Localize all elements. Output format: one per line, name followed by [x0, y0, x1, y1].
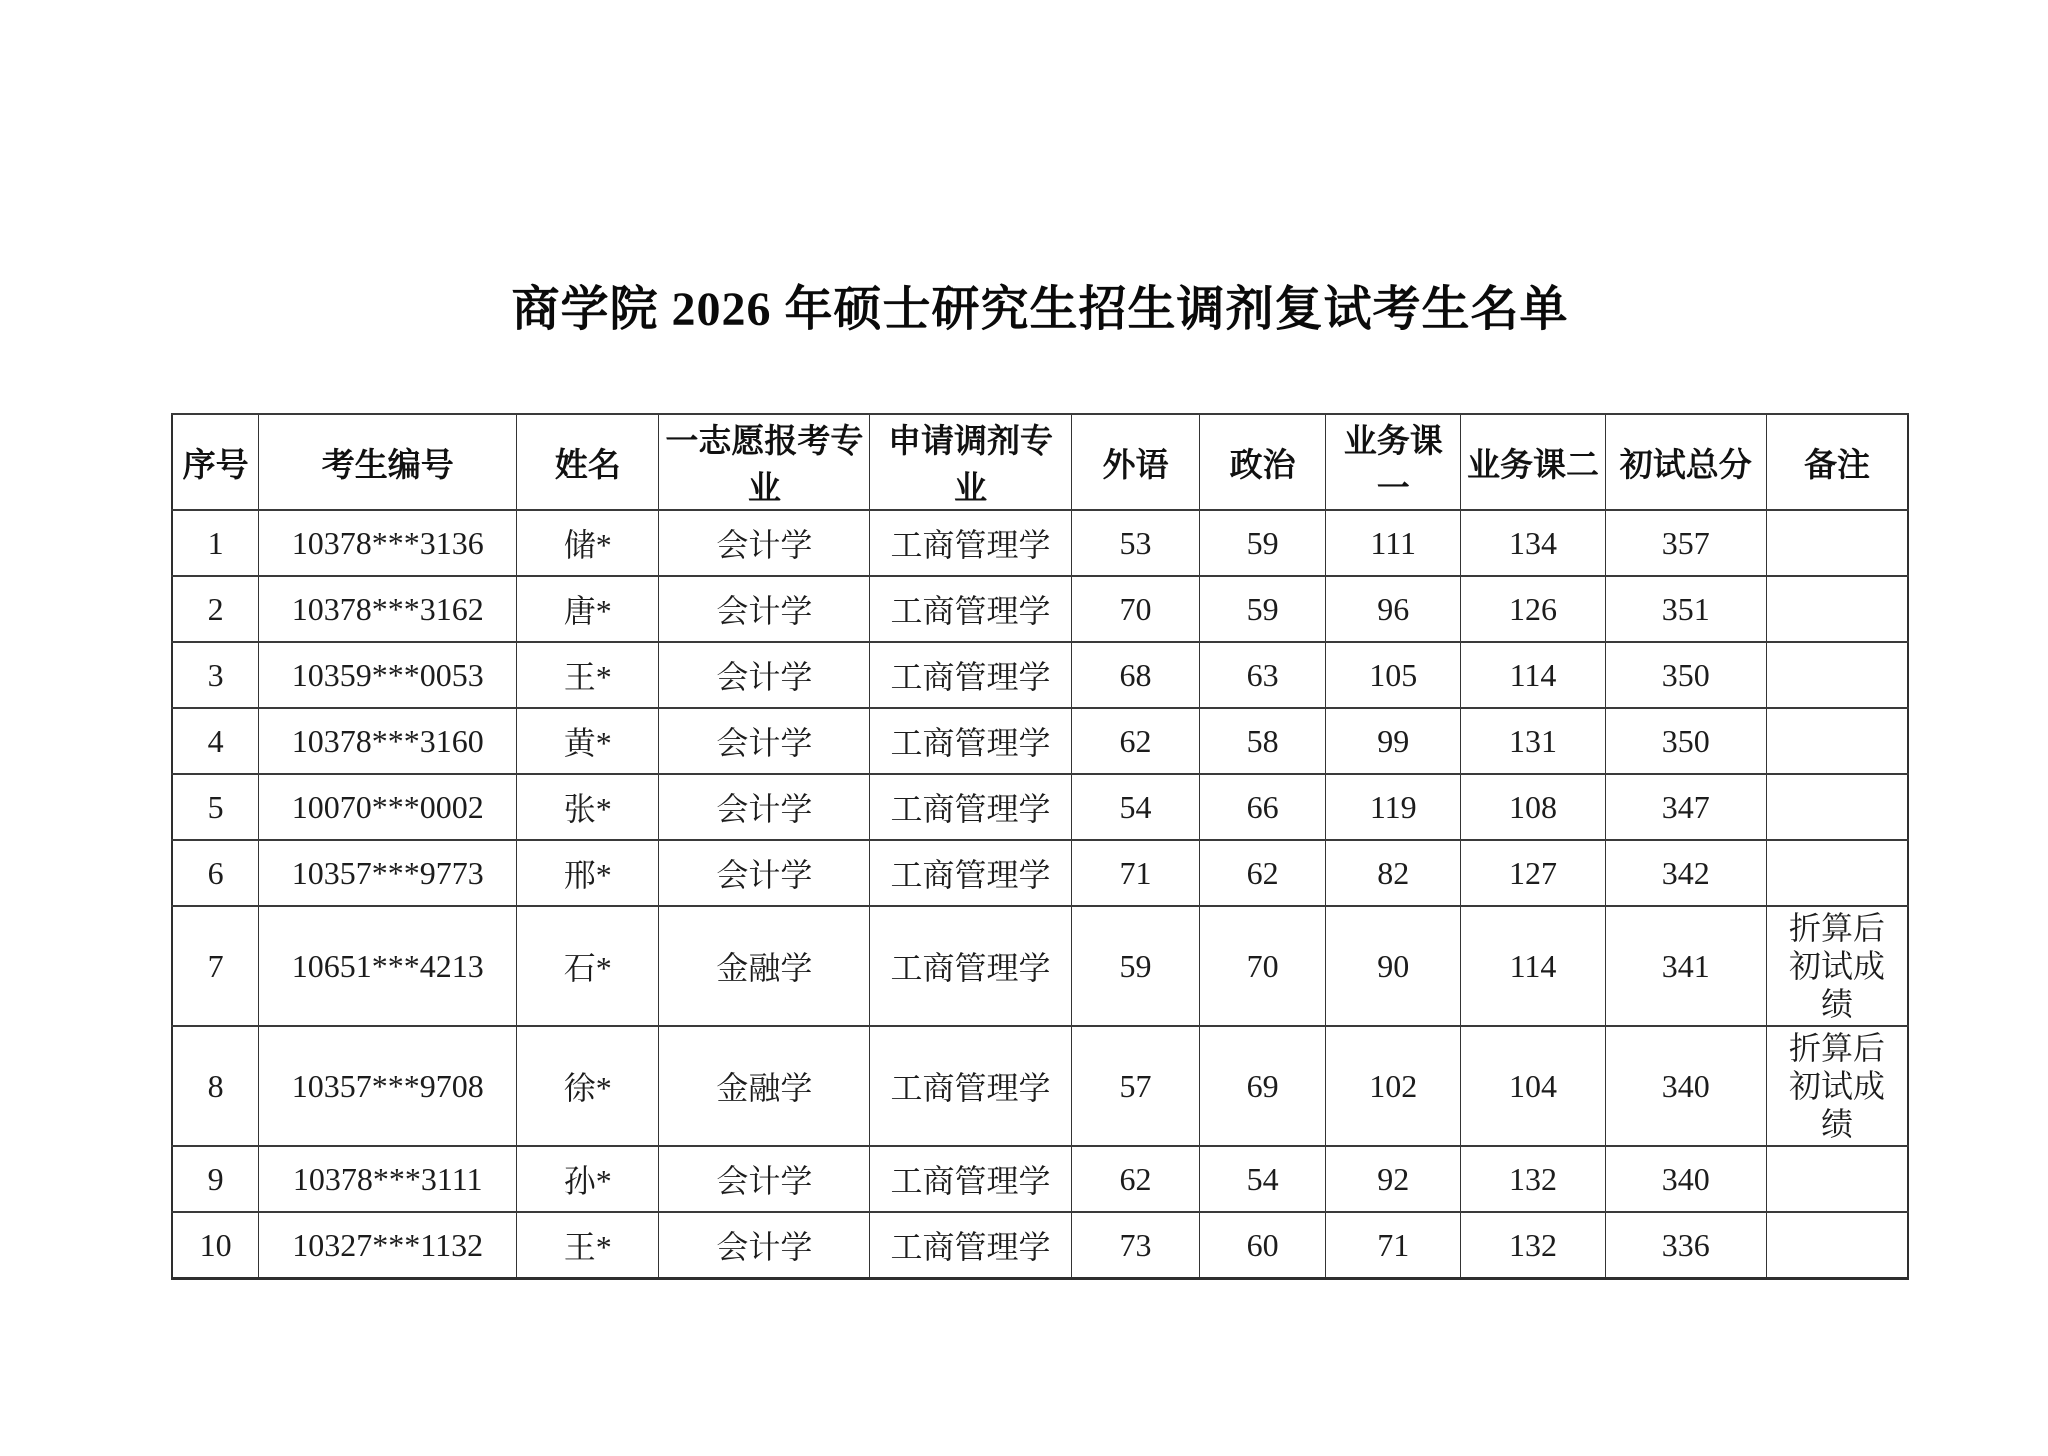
cell-note	[1766, 708, 1908, 774]
cell-first-choice-major: 金融学	[659, 906, 870, 1026]
cell-course-one: 99	[1326, 708, 1461, 774]
cell-politics: 54	[1200, 1146, 1326, 1212]
cell-candidate-id: 10070***0002	[259, 774, 517, 840]
cell-name: 唐*	[517, 576, 659, 642]
candidates-table	[171, 413, 1909, 1280]
cell-name: 王*	[517, 1212, 659, 1279]
cell-politics: 59	[1200, 510, 1326, 576]
cell-name: 徐*	[517, 1026, 659, 1146]
column-header-course-two: 业务课二	[1461, 414, 1605, 510]
cell-course-one: 105	[1326, 642, 1461, 708]
cell-note	[1766, 1146, 1908, 1212]
cell-total-score: 350	[1605, 708, 1766, 774]
cell-course-one: 119	[1326, 774, 1461, 840]
cell-foreign-language: 62	[1071, 1146, 1199, 1212]
cell-course-two: 131	[1461, 708, 1605, 774]
cell-transfer-major: 工商管理学	[870, 576, 1071, 642]
header-row	[172, 414, 1908, 510]
column-header-seq: 序号	[172, 414, 259, 510]
cell-name: 张*	[517, 774, 659, 840]
table-row	[172, 642, 1908, 708]
table-header	[172, 414, 1908, 510]
candidates-table-wrap	[171, 413, 1909, 1280]
column-header-foreign-language: 外语	[1071, 414, 1199, 510]
cell-first-choice-major: 会计学	[659, 840, 870, 906]
cell-transfer-major: 工商管理学	[870, 906, 1071, 1026]
cell-note	[1766, 1212, 1908, 1279]
column-header-note: 备注	[1766, 414, 1908, 510]
cell-first-choice-major: 会计学	[659, 510, 870, 576]
cell-name: 孙*	[517, 1146, 659, 1212]
cell-note	[1766, 510, 1908, 576]
table-row	[172, 906, 1908, 1026]
cell-transfer-major: 工商管理学	[870, 708, 1071, 774]
cell-course-two: 132	[1461, 1212, 1605, 1279]
cell-note	[1766, 642, 1908, 708]
cell-politics: 63	[1200, 642, 1326, 708]
column-header-candidate-id: 考生编号	[259, 414, 517, 510]
cell-course-one: 82	[1326, 840, 1461, 906]
column-header-course-one: 业务课一	[1326, 414, 1461, 510]
cell-politics: 69	[1200, 1026, 1326, 1146]
cell-transfer-major: 工商管理学	[870, 840, 1071, 906]
cell-politics: 59	[1200, 576, 1326, 642]
cell-course-one: 96	[1326, 576, 1461, 642]
cell-candidate-id: 10327***1132	[259, 1212, 517, 1279]
cell-first-choice-major: 会计学	[659, 1146, 870, 1212]
cell-politics: 70	[1200, 906, 1326, 1026]
cell-candidate-id: 10359***0053	[259, 642, 517, 708]
cell-seq: 3	[172, 642, 259, 708]
cell-total-score: 340	[1605, 1026, 1766, 1146]
cell-course-one: 71	[1326, 1212, 1461, 1279]
cell-seq: 10	[172, 1212, 259, 1279]
cell-course-two: 114	[1461, 906, 1605, 1026]
cell-foreign-language: 53	[1071, 510, 1199, 576]
cell-candidate-id: 10378***3111	[259, 1146, 517, 1212]
column-header-name: 姓名	[517, 414, 659, 510]
cell-course-two: 114	[1461, 642, 1605, 708]
cell-note	[1766, 774, 1908, 840]
cell-foreign-language: 54	[1071, 774, 1199, 840]
cell-total-score: 357	[1605, 510, 1766, 576]
cell-course-one: 92	[1326, 1146, 1461, 1212]
cell-seq: 8	[172, 1026, 259, 1146]
cell-transfer-major: 工商管理学	[870, 510, 1071, 576]
cell-candidate-id: 10357***9708	[259, 1026, 517, 1146]
cell-course-two: 132	[1461, 1146, 1605, 1212]
table-row	[172, 1212, 1908, 1279]
cell-foreign-language: 68	[1071, 642, 1199, 708]
cell-course-one: 111	[1326, 510, 1461, 576]
cell-candidate-id: 10378***3136	[259, 510, 517, 576]
table-row	[172, 708, 1908, 774]
cell-transfer-major: 工商管理学	[870, 642, 1071, 708]
cell-politics: 62	[1200, 840, 1326, 906]
cell-total-score: 341	[1605, 906, 1766, 1026]
cell-name: 储*	[517, 510, 659, 576]
cell-seq: 2	[172, 576, 259, 642]
cell-candidate-id: 10357***9773	[259, 840, 517, 906]
cell-first-choice-major: 会计学	[659, 576, 870, 642]
cell-foreign-language: 70	[1071, 576, 1199, 642]
table-row	[172, 840, 1908, 906]
cell-first-choice-major: 会计学	[659, 708, 870, 774]
cell-name: 黄*	[517, 708, 659, 774]
cell-total-score: 340	[1605, 1146, 1766, 1212]
cell-course-two: 104	[1461, 1026, 1605, 1146]
cell-seq: 7	[172, 906, 259, 1026]
cell-total-score: 336	[1605, 1212, 1766, 1279]
column-header-first-choice-major: 一志愿报考专业	[659, 414, 870, 510]
table-body	[172, 510, 1908, 1279]
page-title: 商学院 2026 年硕士研究生招生调剂复试考生名单	[511, 283, 1569, 336]
column-header-politics: 政治	[1200, 414, 1326, 510]
cell-seq: 9	[172, 1146, 259, 1212]
cell-total-score: 351	[1605, 576, 1766, 642]
cell-course-one: 102	[1326, 1026, 1461, 1146]
column-header-transfer-major: 申请调剂专业	[870, 414, 1071, 510]
cell-first-choice-major: 金融学	[659, 1026, 870, 1146]
cell-note: 折算后初试成绩	[1766, 906, 1908, 1026]
cell-politics: 60	[1200, 1212, 1326, 1279]
cell-candidate-id: 10378***3160	[259, 708, 517, 774]
cell-seq: 6	[172, 840, 259, 906]
cell-transfer-major: 工商管理学	[870, 1146, 1071, 1212]
cell-course-two: 134	[1461, 510, 1605, 576]
cell-seq: 4	[172, 708, 259, 774]
cell-foreign-language: 59	[1071, 906, 1199, 1026]
cell-course-two: 127	[1461, 840, 1605, 906]
cell-note	[1766, 576, 1908, 642]
column-header-total-score: 初试总分	[1605, 414, 1766, 510]
table-row	[172, 1146, 1908, 1212]
cell-name: 石*	[517, 906, 659, 1026]
cell-candidate-id: 10378***3162	[259, 576, 517, 642]
cell-total-score: 342	[1605, 840, 1766, 906]
table-row	[172, 576, 1908, 642]
cell-name: 王*	[517, 642, 659, 708]
cell-seq: 1	[172, 510, 259, 576]
cell-first-choice-major: 会计学	[659, 774, 870, 840]
table-row	[172, 510, 1908, 576]
table-row	[172, 774, 1908, 840]
cell-foreign-language: 62	[1071, 708, 1199, 774]
cell-note: 折算后初试成绩	[1766, 1026, 1908, 1146]
cell-transfer-major: 工商管理学	[870, 774, 1071, 840]
cell-course-two: 126	[1461, 576, 1605, 642]
table-row	[172, 1026, 1908, 1146]
cell-course-two: 108	[1461, 774, 1605, 840]
cell-transfer-major: 工商管理学	[870, 1212, 1071, 1279]
cell-total-score: 350	[1605, 642, 1766, 708]
cell-total-score: 347	[1605, 774, 1766, 840]
cell-transfer-major: 工商管理学	[870, 1026, 1071, 1146]
cell-note	[1766, 840, 1908, 906]
cell-course-one: 90	[1326, 906, 1461, 1026]
cell-politics: 66	[1200, 774, 1326, 840]
cell-foreign-language: 71	[1071, 840, 1199, 906]
cell-first-choice-major: 会计学	[659, 1212, 870, 1279]
cell-politics: 58	[1200, 708, 1326, 774]
cell-foreign-language: 73	[1071, 1212, 1199, 1279]
cell-seq: 5	[172, 774, 259, 840]
cell-candidate-id: 10651***4213	[259, 906, 517, 1026]
cell-first-choice-major: 会计学	[659, 642, 870, 708]
cell-name: 邢*	[517, 840, 659, 906]
cell-foreign-language: 57	[1071, 1026, 1199, 1146]
